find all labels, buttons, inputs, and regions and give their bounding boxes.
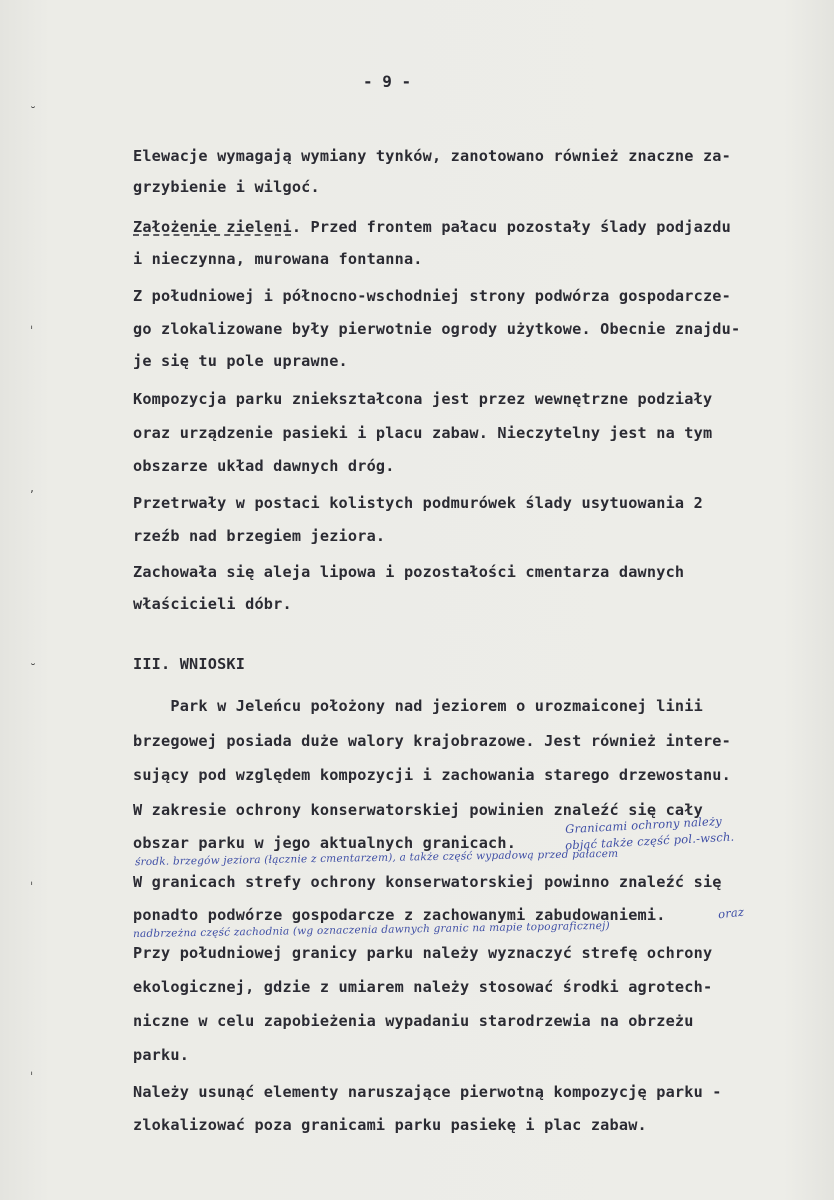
handwritten-note: nadbrzeżna część zachodnia (wg oznaczenia dawnych granic na mapie topograficznej): [132, 919, 610, 941]
text-line: Należy usunąć elementy naruszające pierwotną kompozycję parku -: [133, 1083, 722, 1101]
text-line: go zlokalizowane były pierwotnie ogrody użytkowe. Obecnie znajdu-: [133, 320, 741, 338]
text-line: ekologicznej, gdzie z umiarem należy stosować środki agrotech-: [133, 978, 713, 996]
margin-mark: ˌ: [30, 316, 34, 330]
text-line: rzeźb nad brzegiem jeziora.: [133, 527, 386, 545]
handwritten-note: oraz: [717, 904, 745, 922]
margin-mark: ˌ: [30, 872, 34, 886]
text-line: obszar parku w jego aktualnych granicach.: [133, 834, 517, 852]
section-heading: Założenie zieleni: [133, 218, 292, 236]
margin-mark: ˘: [30, 105, 36, 119]
text-line-section: [133, 218, 731, 236]
text-line: parku.: [133, 1046, 190, 1064]
text-line: Park w Jeleńcu położony nad jeziorem o urozmaiconej linii: [133, 697, 703, 715]
text-line: Z południowej i północno-wschodniej strony podwórza gospodarcze-: [133, 287, 731, 305]
handwritten-note: środk. brzegów jeziora (łącznie z cmentarzem), a także część wypadową przed pałacem: [134, 847, 619, 869]
text-line: obszarze układ dawnych dróg.: [133, 457, 395, 475]
handwritten-note: objąć także część pol.-wsch.: [564, 829, 735, 853]
text-line: i nieczynna, murowana fontanna.: [133, 250, 423, 268]
text-line: brzegowej posiada duże walory krajobrazowe. Jest również intere-: [133, 732, 731, 750]
margin-mark: ˌ: [30, 1062, 34, 1076]
text-line: oraz urządzenie pasieki i placu zabaw. Nieczytelny jest na tym: [133, 424, 713, 442]
handwritten-note: Granicami ochrony należy: [564, 813, 723, 837]
text-line: zlokalizować poza granicami parku pasiekę i plac zabaw.: [133, 1116, 647, 1134]
text-line: właścicieli dóbr.: [133, 595, 292, 613]
margin-mark: ˘: [30, 662, 36, 676]
text-line: niczne w celu zapobieżenia wypadaniu starodrzewia na obrzeżu: [133, 1012, 694, 1030]
page-number: - 9 -: [363, 72, 412, 91]
margin-mark: ʼ: [30, 488, 34, 502]
text-line: W granicach strefy ochrony konserwatorskiej powinno znaleźć się: [133, 873, 722, 891]
text-line: ponadto podwórze gospodarcze z zachowanymi zabudowaniemi.: [133, 906, 666, 924]
text-line: Przetrwały w postaci kolistych podmurówek ślady usytuowania 2: [133, 494, 703, 512]
text-line: grzybienie i wilgoć.: [133, 178, 320, 196]
text-line: Przy południowej granicy parku należy wyznaczyć strefę ochrony: [133, 944, 713, 962]
text-line: sujący pod względem kompozycji i zachowania starego drzewostanu.: [133, 766, 731, 784]
text-line: W zakresie ochrony konserwatorskiej powinien znaleźć się cały: [133, 801, 703, 819]
text-line: je się tu pole uprawne.: [133, 352, 348, 370]
text-line: Zachowała się aleja lipowa i pozostałości cmentarza dawnych: [133, 563, 685, 581]
section-heading-wnioski: III. WNIOSKI: [133, 655, 246, 673]
text-line: Kompozycja parku zniekształcona jest przez wewnętrzne podziały: [133, 390, 713, 408]
text-line: Elewacje wymagają wymiany tynków, zanotowano również znaczne za-: [133, 147, 731, 165]
text-fragment: . Przed frontem pałacu pozostały ślady podjazdu: [291, 218, 731, 236]
